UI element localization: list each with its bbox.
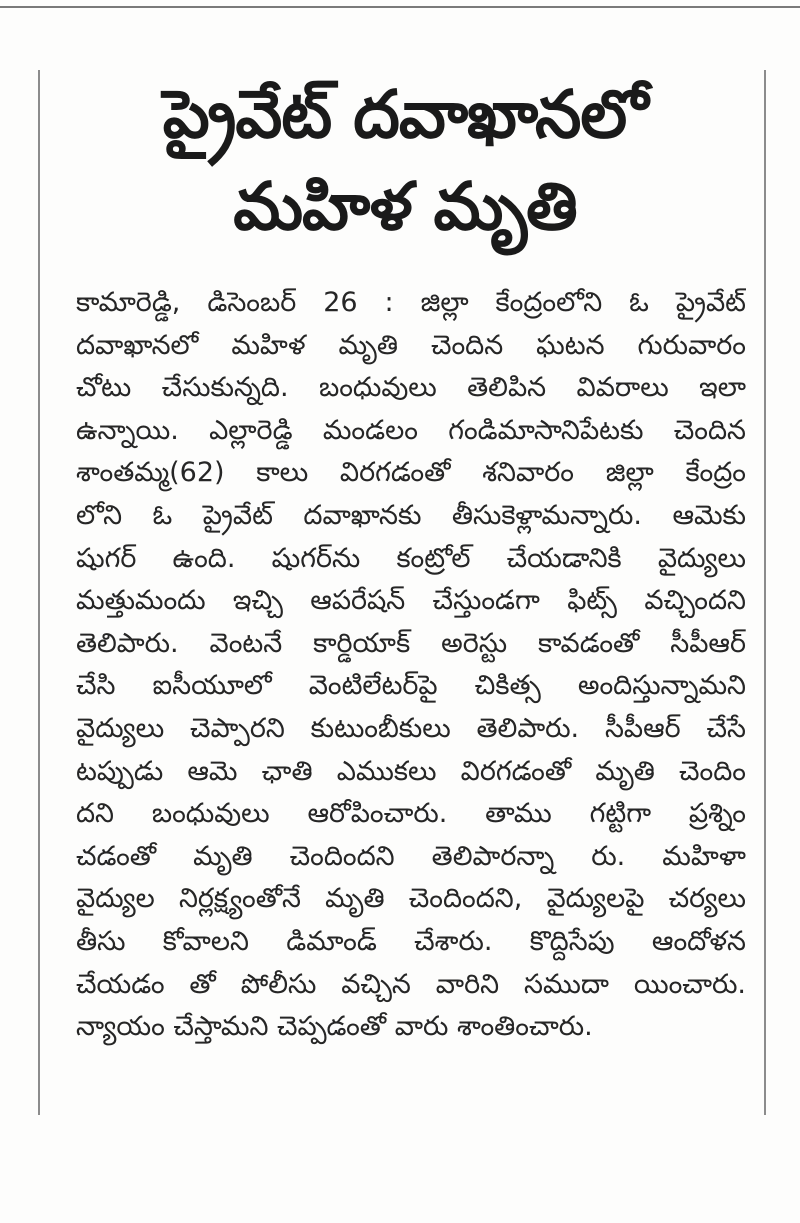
body-line: చేయడం తో పోలీసు వచ్చిన వారిని సముదా యించారు. (76, 968, 746, 1000)
article-body (76, 282, 746, 1049)
body-line: లోని ఓ ప్రైవేట్ దవాఖానకు తీసుకెళ్లామన్నారు. ఆమెకు (76, 499, 746, 531)
body-line: తెలిపారు. వెంటనే కార్డియాక్ అరెస్టు కావడంతో సీపీఆర్ (76, 627, 746, 659)
body-line: న్యాయం చేస్తామని చెప్పడంతో వారు శాంతించారు. (76, 1011, 593, 1043)
headline-line-2: మహిళ మృతి (233, 168, 577, 246)
article-headline (60, 69, 750, 253)
body-line: దవాఖానలో మహిళ మృతి చెందిన ఘటన గురువారం (76, 329, 746, 361)
right-column-rule (764, 70, 766, 1115)
body-line: మత్తుమందు ఇచ్చి ఆపరేషన్ చేస్తుండగా ఫిట్స్ వచ్చిందని (76, 585, 746, 617)
top-border-rule (0, 6, 800, 8)
body-line: చడంతో మృతి చెందిందని తెలిపారన్నా రు. మహిళా (76, 840, 746, 872)
body-line: దని బంధువులు ఆరోపించారు. తాము గట్టిగా ప్రశ్నిం (76, 798, 746, 830)
headline-line-1: ప్రైవేట్ దవాఖానలో (162, 76, 648, 154)
body-line: చోటు చేసుకున్నది. బంధువులు తెలిపిన వివరాలు ఇలా (76, 372, 746, 404)
body-line: కామారెడ్డి, డిసెంబర్ 26 : జిల్లా కేంద్రంలోని ఓ ప్రైవేట్ (76, 287, 746, 318)
body-line: చేసి ఐసీయూలో వెంటిలేటర్‌పై చికిత్స అందిస్తున్నామని (76, 670, 746, 702)
body-line: షుగర్ ఉంది. షుగర్‌ను కంట్రోల్ చేయడానికి వైద్యులు (76, 542, 746, 574)
body-line: వైద్యులు చెప్పారని కుటుంబీకులు తెలిపారు. సీపీఆర్ చేసే (76, 712, 746, 744)
body-line: టప్పుడు ఆమె ఛాతి ఎముకలు విరగడంతో మృతి చెందిం (76, 755, 746, 787)
body-line: వైద్యుల నిర్లక్ష్యంతోనే మృతి చెందిందని, వైద్యులపై చర్యలు (76, 883, 746, 915)
body-line: శాంతమ్మ(62) కాలు విరగడంతో శనివారం జిల్లా కేంద్రం (76, 457, 746, 489)
left-column-rule (38, 70, 40, 1115)
body-line: ఉన్నాయి. ఎల్లారెడ్డి మండలం గండిమాసానిపేటకు చెందిన (76, 414, 746, 446)
body-line: తీసు కోవాలని డిమాండ్ చేశారు. కొద్దిసేపు ఆందోళన (76, 925, 746, 957)
